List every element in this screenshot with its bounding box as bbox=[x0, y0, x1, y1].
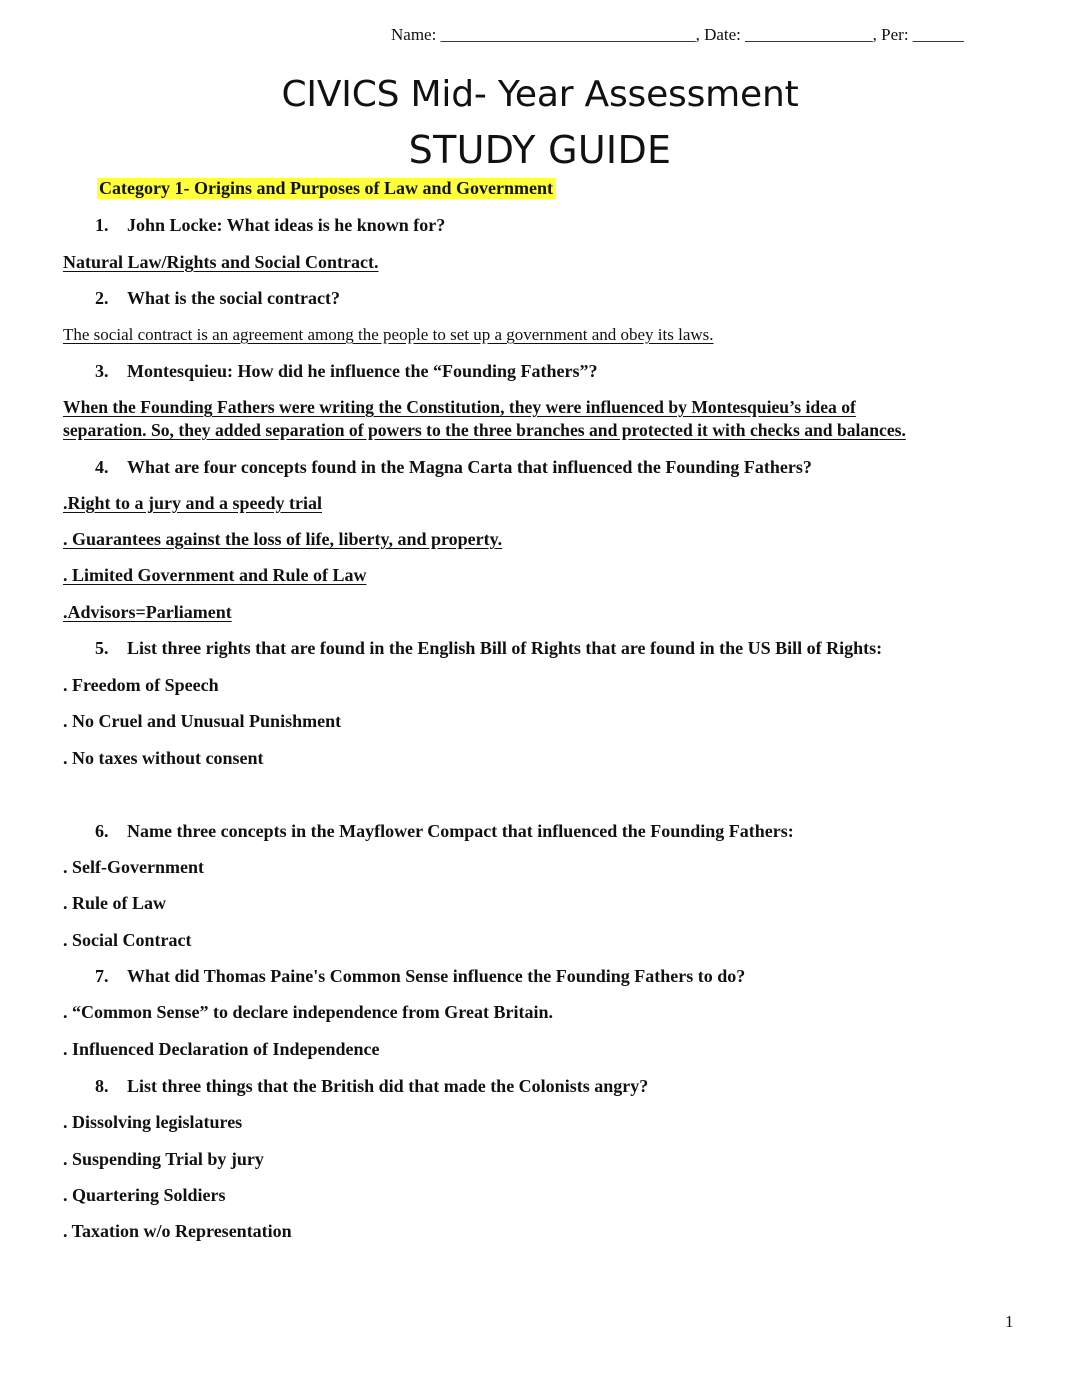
answer-8-item: . Dissolving legislatures bbox=[63, 1112, 243, 1132]
question-2 bbox=[95, 288, 340, 309]
question-text: Montesquieu: How did he influence the “Founding Fathers”? bbox=[127, 361, 598, 381]
answer-6-item: . Rule of Law bbox=[63, 893, 166, 913]
answer-7-item: . “Common Sense” to declare independence from Great Britain. bbox=[63, 1002, 553, 1022]
question-number: 1. bbox=[95, 215, 109, 235]
document-title: CIVICS Mid- Year Assessment bbox=[281, 74, 799, 115]
question-number: 4. bbox=[95, 457, 109, 477]
document-subtitle: STUDY GUIDE bbox=[408, 128, 672, 172]
question-text: What are four concepts found in the Magna Carta that influenced the Founding Fathers? bbox=[127, 457, 812, 477]
answer-6-item: . Social Contract bbox=[63, 930, 192, 950]
question-number: 5. bbox=[95, 638, 109, 658]
answer-8-item: . Suspending Trial by jury bbox=[63, 1149, 264, 1169]
answer-4-item: .Right to a jury and a speedy trial bbox=[63, 493, 323, 513]
answer-4-item: . Limited Government and Rule of Law bbox=[63, 565, 367, 585]
question-1 bbox=[95, 215, 445, 236]
answer-1: Natural Law/Rights and Social Contract. bbox=[63, 252, 379, 272]
question-number: 6. bbox=[95, 821, 109, 841]
answer-2: The social contract is an agreement among the people to set up a government and obey its laws. bbox=[63, 325, 714, 344]
question-text: What did Thomas Paine's Common Sense influence the Founding Fathers to do? bbox=[127, 966, 746, 986]
question-number: 3. bbox=[95, 361, 109, 381]
answer-4-item: .Advisors=Parliament bbox=[63, 602, 232, 622]
answer-5-item: . No taxes without consent bbox=[63, 748, 264, 768]
period-field-label: , Per: ______ bbox=[872, 25, 964, 44]
question-7 bbox=[95, 966, 745, 987]
answer-7-item: . Influenced Declaration of Independence bbox=[63, 1039, 380, 1059]
name-field-label: Name: ______________________________ bbox=[391, 25, 696, 44]
answer-8-item: . Quartering Soldiers bbox=[63, 1185, 226, 1205]
question-8 bbox=[95, 1076, 648, 1097]
answer-3-line-2: separation. So, they added separation of powers to the three branches and protected it with checks and balances. bbox=[63, 420, 906, 440]
question-number: 2. bbox=[95, 288, 109, 308]
question-3 bbox=[95, 361, 598, 382]
question-text: What is the social contract? bbox=[127, 288, 340, 308]
question-5 bbox=[95, 638, 882, 659]
question-text: John Locke: What ideas is he known for? bbox=[127, 215, 446, 235]
question-number: 8. bbox=[95, 1076, 109, 1096]
question-text: Name three concepts in the Mayflower Compact that influenced the Founding Fathers: bbox=[127, 821, 794, 841]
page-number: 1 bbox=[1005, 1312, 1014, 1331]
answer-6-item: . Self-Government bbox=[63, 857, 204, 877]
question-number: 7. bbox=[95, 966, 109, 986]
date-field-label: , Date: _______________ bbox=[695, 25, 873, 44]
header-fields bbox=[391, 25, 964, 45]
answer-5-item: . No Cruel and Unusual Punishment bbox=[63, 711, 342, 731]
question-4 bbox=[95, 457, 812, 478]
question-text: List three things that the British did that made the Colonists angry? bbox=[127, 1076, 649, 1096]
question-6 bbox=[95, 821, 794, 842]
answer-3-line-1: When the Founding Fathers were writing the Constitution, they were influenced by Montesquieu’s idea of bbox=[63, 397, 856, 417]
answer-8-item: . Taxation w/o Representation bbox=[63, 1221, 292, 1241]
category-heading: Category 1- Origins and Purposes of Law and Government bbox=[99, 178, 553, 198]
question-text: List three rights that are found in the English Bill of Rights that are found in the US Bill of Rights: bbox=[127, 638, 883, 658]
answer-4-item: . Guarantees against the loss of life, liberty, and property. bbox=[63, 529, 503, 549]
answer-5-item: . Freedom of Speech bbox=[63, 675, 219, 695]
